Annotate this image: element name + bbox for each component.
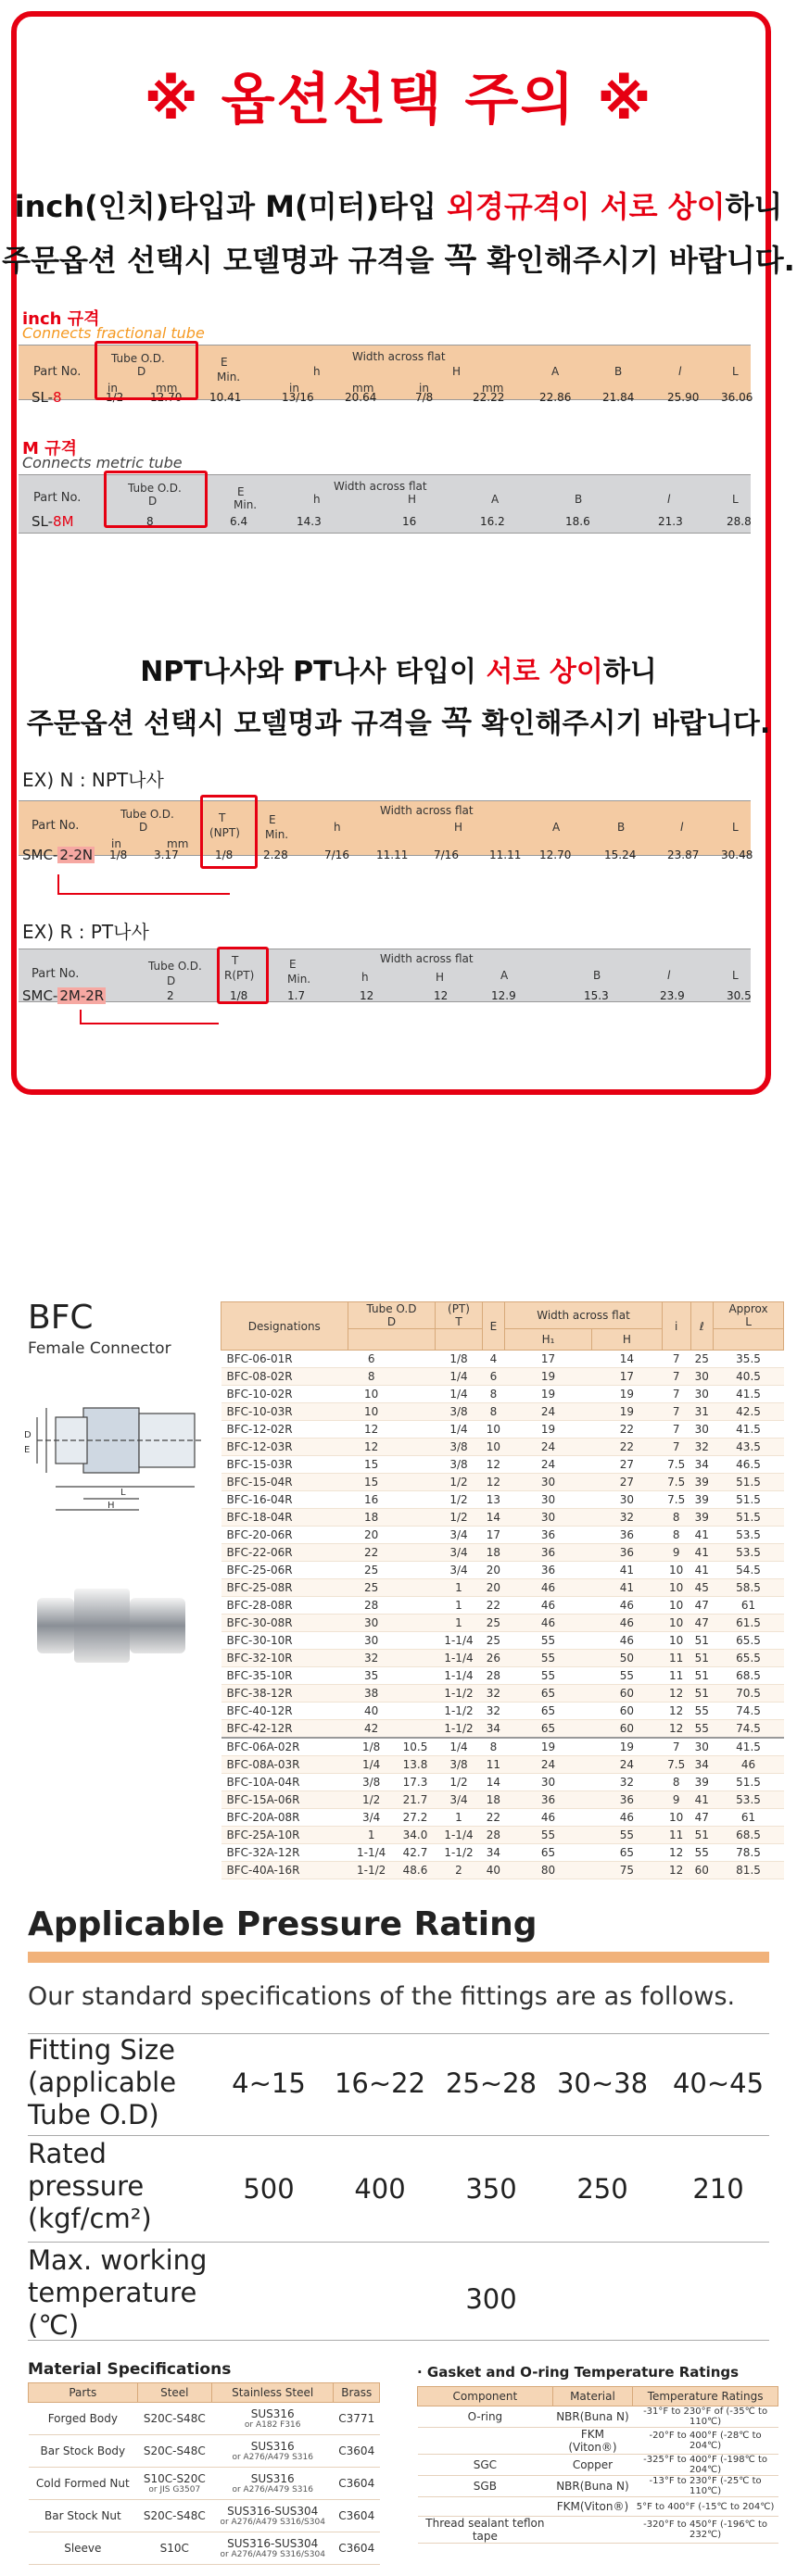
table-row: BFC-12-03R 12 3/8 10 24 22 7 32 43.5 <box>221 1439 784 1456</box>
table-row: BFC-25-06R 25 3/4 20 36 41 10 41 54.5 <box>221 1562 784 1579</box>
table-row: BFC-25-08R 25 1 20 46 41 10 45 58.5 <box>221 1579 784 1597</box>
table-row: BFC-40-12R 40 1-1/2 32 65 60 12 55 74.5 <box>221 1703 784 1720</box>
material-spec-table: Parts Steel Stainless Steel Brass Forged Body S20C-S48C SUS316 or A182 F316 C3771 Bar Stock Body S20C-S48C SUS316 or A276/A479 S316 C3604 Cold Formed Nut S10C-S20C or JIS G3507 SUS316 or A276/A479 S316 C3604 Bar Stock Nut S20C-S48C SUS316-SUS304 or A276/A479 S316/S304 C3604 Sleeve S10C SUS316-SUS304 or A276/A479 S316/S304 C3604 <box>28 2382 380 2565</box>
warning-title: ※ 옵션선택 주의 ※ <box>144 68 653 132</box>
table-row: BFC-10-02R 10 1/4 8 19 19 7 30 41.5 <box>221 1386 784 1403</box>
table-row: BFC-15A-06R 1/2 21.7 3/4 18 36 36 9 41 53.5 <box>221 1791 784 1809</box>
bfc-subtitle: Female Connector <box>28 1339 171 1358</box>
inch-spec-label: inch 규격 <box>22 309 100 329</box>
npt-line-2: 주문옵션 선택시 모델명과 규격을 꼭 확인해주시기 바랍니다. <box>26 704 771 741</box>
table-row: BFC-30-10R 30 1-1/4 25 55 46 10 51 65.5 <box>221 1632 784 1650</box>
table-row: Bar Stock Body S20C-S48C SUS316 or A276/A479 S316 C3604 <box>29 2435 380 2468</box>
table-row: BFC-12-02R 12 1/4 10 19 22 7 30 41.5 <box>221 1421 784 1439</box>
npt-line-1: NPT나사와 PT나사 타입이 서로 상이하니 <box>140 656 657 688</box>
table-row: Cold Formed Nut S10C-S20C or JIS G3507 SUS316 or A276/A479 S316 C3604 <box>29 2468 380 2500</box>
table-row: FKM(Viton®) 5°F to 400°F (-15℃ to 204℃) <box>418 2497 778 2517</box>
m-spec-sub: Connects metric tube <box>22 454 183 471</box>
pressure-row-temp: Max. working temperature (℃) 300 <box>28 2242 769 2341</box>
svg-text:L: L <box>120 1488 126 1498</box>
table-row: BFC-22-06R 22 3/4 18 36 36 9 41 53.5 <box>221 1544 784 1562</box>
table-row: SGC Copper -325°F to 400°F (-198℃ to 204℃) <box>418 2455 778 2476</box>
pt-spec-table: Part No. Tube O.D. D T R(PT) E Min. Width across flat h H A B l L SMC- 2M-2R 2 1/8 1.7 12 12 12.9 15.3 23.9 30.5 <box>19 949 751 1021</box>
bfc-dimension-table: Designations Tube O.D D (PT) T E Width across flat i ℓ Approx L H₁ H BFC-06-01R 6 1/8 4 17 14 7 25 35.5 BFC-08-02R 8 1/4 6 19 17 7 30 40.5 BFC-10-02R 10 1/4 8 19 19 7 30 41.5 BFC-10-03R 10 3/8 8 24 19 7 31 42.5 BFC-12-02R 12 1/4 10 19 22 7 30 41.5 BFC-12-03R 12 3/8 10 24 22 7 32 43.5 BFC-15-03R 15 3/8 12 24 27 7.5 34 46.5 BFC-15-04R 15 1/2 12 30 27 7.5 39 51.5 BFC-16-04R 16 1/2 13 30 30 7.5 39 51.5 BFC-18-04R 18 1/2 14 30 32 8 39 51.5 BFC-20-06R 20 3/4 17 36 36 8 41 53.5 BFC-22-06R 22 3/4 18 36 36 9 41 53.5 BFC-25-06R 25 3/4 20 36 41 10 41 54.5 BFC-25-08R 25 1 20 46 41 10 45 58.5 BFC-28-08R 28 1 22 46 46 10 47 61 BFC-30-08R 30 1 25 46 46 10 47 61.5 BFC-30-10R 30 1-1/4 25 55 46 10 51 65.5 BFC-32-10R 32 1-1/4 26 55 50 11 51 65.5 BFC-35-10R 35 1-1/4 28 55 55 11 51 68.5 BFC-38-12R 38 1-1/2 32 65 60 12 51 70.5 BFC-40-12R 40 1-1/2 32 65 60 12 55 74.5 BFC-42-12R 42 1-1/2 34 65 60 12 55 74.5 BFC-06A-02R 1/8 10.5 1/4 8 19 19 7 30 41.5 BFC-08A-03R 1/4 13.8 3/8 11 24 24 7.5 34 46 BFC-10A-04R 3/8 17.3 1/2 14 30 32 8 39 51.5 BFC-15A-06R 1/2 21.7 3/4 18 36 36 9 41 53.5 BFC-20A-08R 3/4 27.2 1 22 46 46 10 47 61 BFC-25A-10R 1 34.0 1-1/4 28 55 55 11 51 68.5 BFC-32A-12R 1-1/4 42.7 1-1/2 34 65 65 12 55 78.5 BFC-40A-16R 1-1/2 48.6 2 40 80 75 12 60 81.5 <box>221 1301 784 1879</box>
table-row: BFC-30-08R 30 1 25 46 46 10 47 61.5 <box>221 1615 784 1632</box>
table-row: Sleeve S10C SUS316-SUS304 or A276/A479 S316/S304 C3604 <box>29 2532 380 2565</box>
gasket-table: Component Material Temperature Ratings O-ring NBR(Buna N) -31°F to 230°F of (-35℃ to 110℃) FKM (Viton®) -20°F to 400°F (-28℃ to 204℃) SGC Copper -325°F to 400°F (-198℃ to 204℃) SGB NBR(Buna N) -13°F to 230°F (-25℃ to 110℃) FKM(Viton®) 5°F to 400°F (-15℃ to 204℃) Thread sealant teflon tape -320°F to 450°F (-196℃ to 232℃) <box>417 2386 778 2544</box>
pressure-intro: Our standard specifications of the fittings are as follows. <box>28 1982 736 2011</box>
pressure-title-bar <box>28 1952 769 1963</box>
table-row: SGB NBR(Buna N) -13°F to 230°F (-25℃ to 110℃) <box>418 2476 778 2497</box>
table-row: BFC-15-04R 15 1/2 12 30 27 7.5 39 51.5 <box>221 1474 784 1491</box>
table-row: BFC-15-03R 15 3/8 12 24 27 7.5 34 46.5 <box>221 1456 784 1474</box>
pt-part-no: SMC- 2M-2R <box>22 987 105 1004</box>
table-row: Forged Body S20C-S48C SUS316 or A182 F316 C3771 <box>29 2403 380 2435</box>
pressure-row-rated: Rated pressure (kgf/cm²) 500 400 350 250 210 <box>28 2135 769 2238</box>
m-spec-label: M 규격 <box>22 439 77 459</box>
table-row: FKM (Viton®) -20°F to 400°F (-28℃ to 204℃) <box>418 2428 778 2455</box>
female-connector-photo <box>28 1575 204 1677</box>
table-row: Thread sealant teflon tape -320°F to 450°F (-196℃ to 232℃) <box>418 2517 778 2544</box>
table-row: BFC-10-03R 10 3/8 8 24 19 7 31 42.5 <box>221 1403 784 1421</box>
table-row: BFC-20-06R 20 3/4 17 36 36 8 41 53.5 <box>221 1527 784 1544</box>
table-row: BFC-16-04R 16 1/2 13 30 30 7.5 39 51.5 <box>221 1491 784 1509</box>
table-row: BFC-06-01R 6 1/8 4 17 14 7 25 35.5 <box>221 1351 784 1368</box>
warning-line-2: 주문옵션 선택시 모델명과 규격을 꼭 확인해주시기 바랍니다. <box>2 241 795 279</box>
table-row: BFC-42-12R 42 1-1/2 34 65 60 12 55 74.5 <box>221 1720 784 1739</box>
ex-pt-label: EX) R : PT나사 <box>22 921 149 943</box>
pressure-title: Applicable Pressure Rating <box>28 1905 538 1943</box>
svg-text:H: H <box>108 1501 115 1511</box>
table-row: BFC-20A-08R 3/4 27.2 1 22 46 46 10 47 61 <box>221 1809 784 1827</box>
table-row: BFC-40A-16R 1-1/2 48.6 2 40 80 75 12 60 81.5 <box>221 1862 784 1879</box>
inch-spec-sub: Connects fractional tube <box>22 324 205 342</box>
bfc-title: BFC <box>28 1299 94 1337</box>
svg-text:E: E <box>24 1445 31 1455</box>
warning-line-1: inch(인치)타입과 M(미터)타입 외경규격이 서로 상이하니 <box>14 189 783 224</box>
pressure-row-size: Fitting Size (applicable Tube O.D) 4~15 16~22 25~28 30~38 40~45 <box>28 2033 769 2131</box>
m-part-no: SL-8M <box>32 513 74 530</box>
material-spec-title: Material Specifications <box>28 2360 232 2379</box>
pt-thread-highlight <box>217 947 269 1004</box>
table-row: BFC-08-02R 8 1/4 6 19 17 7 30 40.5 <box>221 1368 784 1386</box>
inch-part-no: SL-8 <box>32 389 62 406</box>
table-row: BFC-10A-04R 3/8 17.3 1/2 14 30 32 8 39 51.5 <box>221 1774 784 1791</box>
table-row: BFC-25A-10R 1 34.0 1-1/4 28 55 55 11 51 68.5 <box>221 1827 784 1844</box>
inch-tube-od-highlight <box>95 341 198 400</box>
table-row: BFC-38-12R 38 1-1/2 32 65 60 12 51 70.5 <box>221 1685 784 1703</box>
table-row: BFC-32-10R 32 1-1/4 26 55 50 11 51 65.5 <box>221 1650 784 1667</box>
table-row: BFC-08A-03R 1/4 13.8 3/8 11 24 24 7.5 34 46 <box>221 1756 784 1774</box>
table-row: BFC-32A-12R 1-1/4 42.7 1-1/2 34 65 65 12 55 78.5 <box>221 1844 784 1862</box>
npt-part-no: SMC- 2-2N <box>22 847 94 863</box>
npt-spec-table: Part No. Tube O.D. D in mm T (NPT) E Min. Width across flat h H A B l L SMC- 2-2N 1/8 3.17 1/8 2.28 7/16 11.11 7/16 11.11 12.70 15.24 23.87 30.48 <box>19 800 751 874</box>
table-row: BFC-35-10R 35 1-1/4 28 55 55 11 51 68.5 <box>221 1667 784 1685</box>
ex-npt-label: EX) N : NPT나사 <box>22 769 164 791</box>
table-row: BFC-18-04R 18 1/2 14 30 32 8 39 51.5 <box>221 1509 784 1527</box>
m-spec-table: Part No. Tube O.D. D E Min. Width across flat h H A B l L SL-8M 8 6.4 14.3 16 16.2 18.6 21.3 28.8 <box>19 474 751 539</box>
table-row: Bar Stock Nut S20C-S48C SUS316-SUS304 or A276/A479 S316/S304 C3604 <box>29 2500 380 2532</box>
inch-spec-table: Part No. Tube O.D. D in mm E Min. Width across flat h H in mm in mm A B l L SL-8 1/2 12.70 10.41 13/16 20.64 7/8 22.22 22.86 21.84 25.90 36.06 <box>19 345 751 434</box>
female-connector-diagram <box>19 1371 213 1528</box>
table-row: BFC-06A-02R 1/8 10.5 1/4 8 19 19 7 30 41.5 <box>221 1738 784 1756</box>
table-row: BFC-28-08R 28 1 22 46 46 10 47 61 <box>221 1597 784 1615</box>
svg-text:D: D <box>24 1430 32 1440</box>
m-tube-od-highlight <box>104 471 208 528</box>
table-row: O-ring NBR(Buna N) -31°F to 230°F of (-35℃ to 110℃) <box>418 2406 778 2428</box>
gasket-title: · Gasket and O-ring Temperature Ratings <box>417 2364 740 2381</box>
npt-thread-highlight <box>200 795 258 869</box>
